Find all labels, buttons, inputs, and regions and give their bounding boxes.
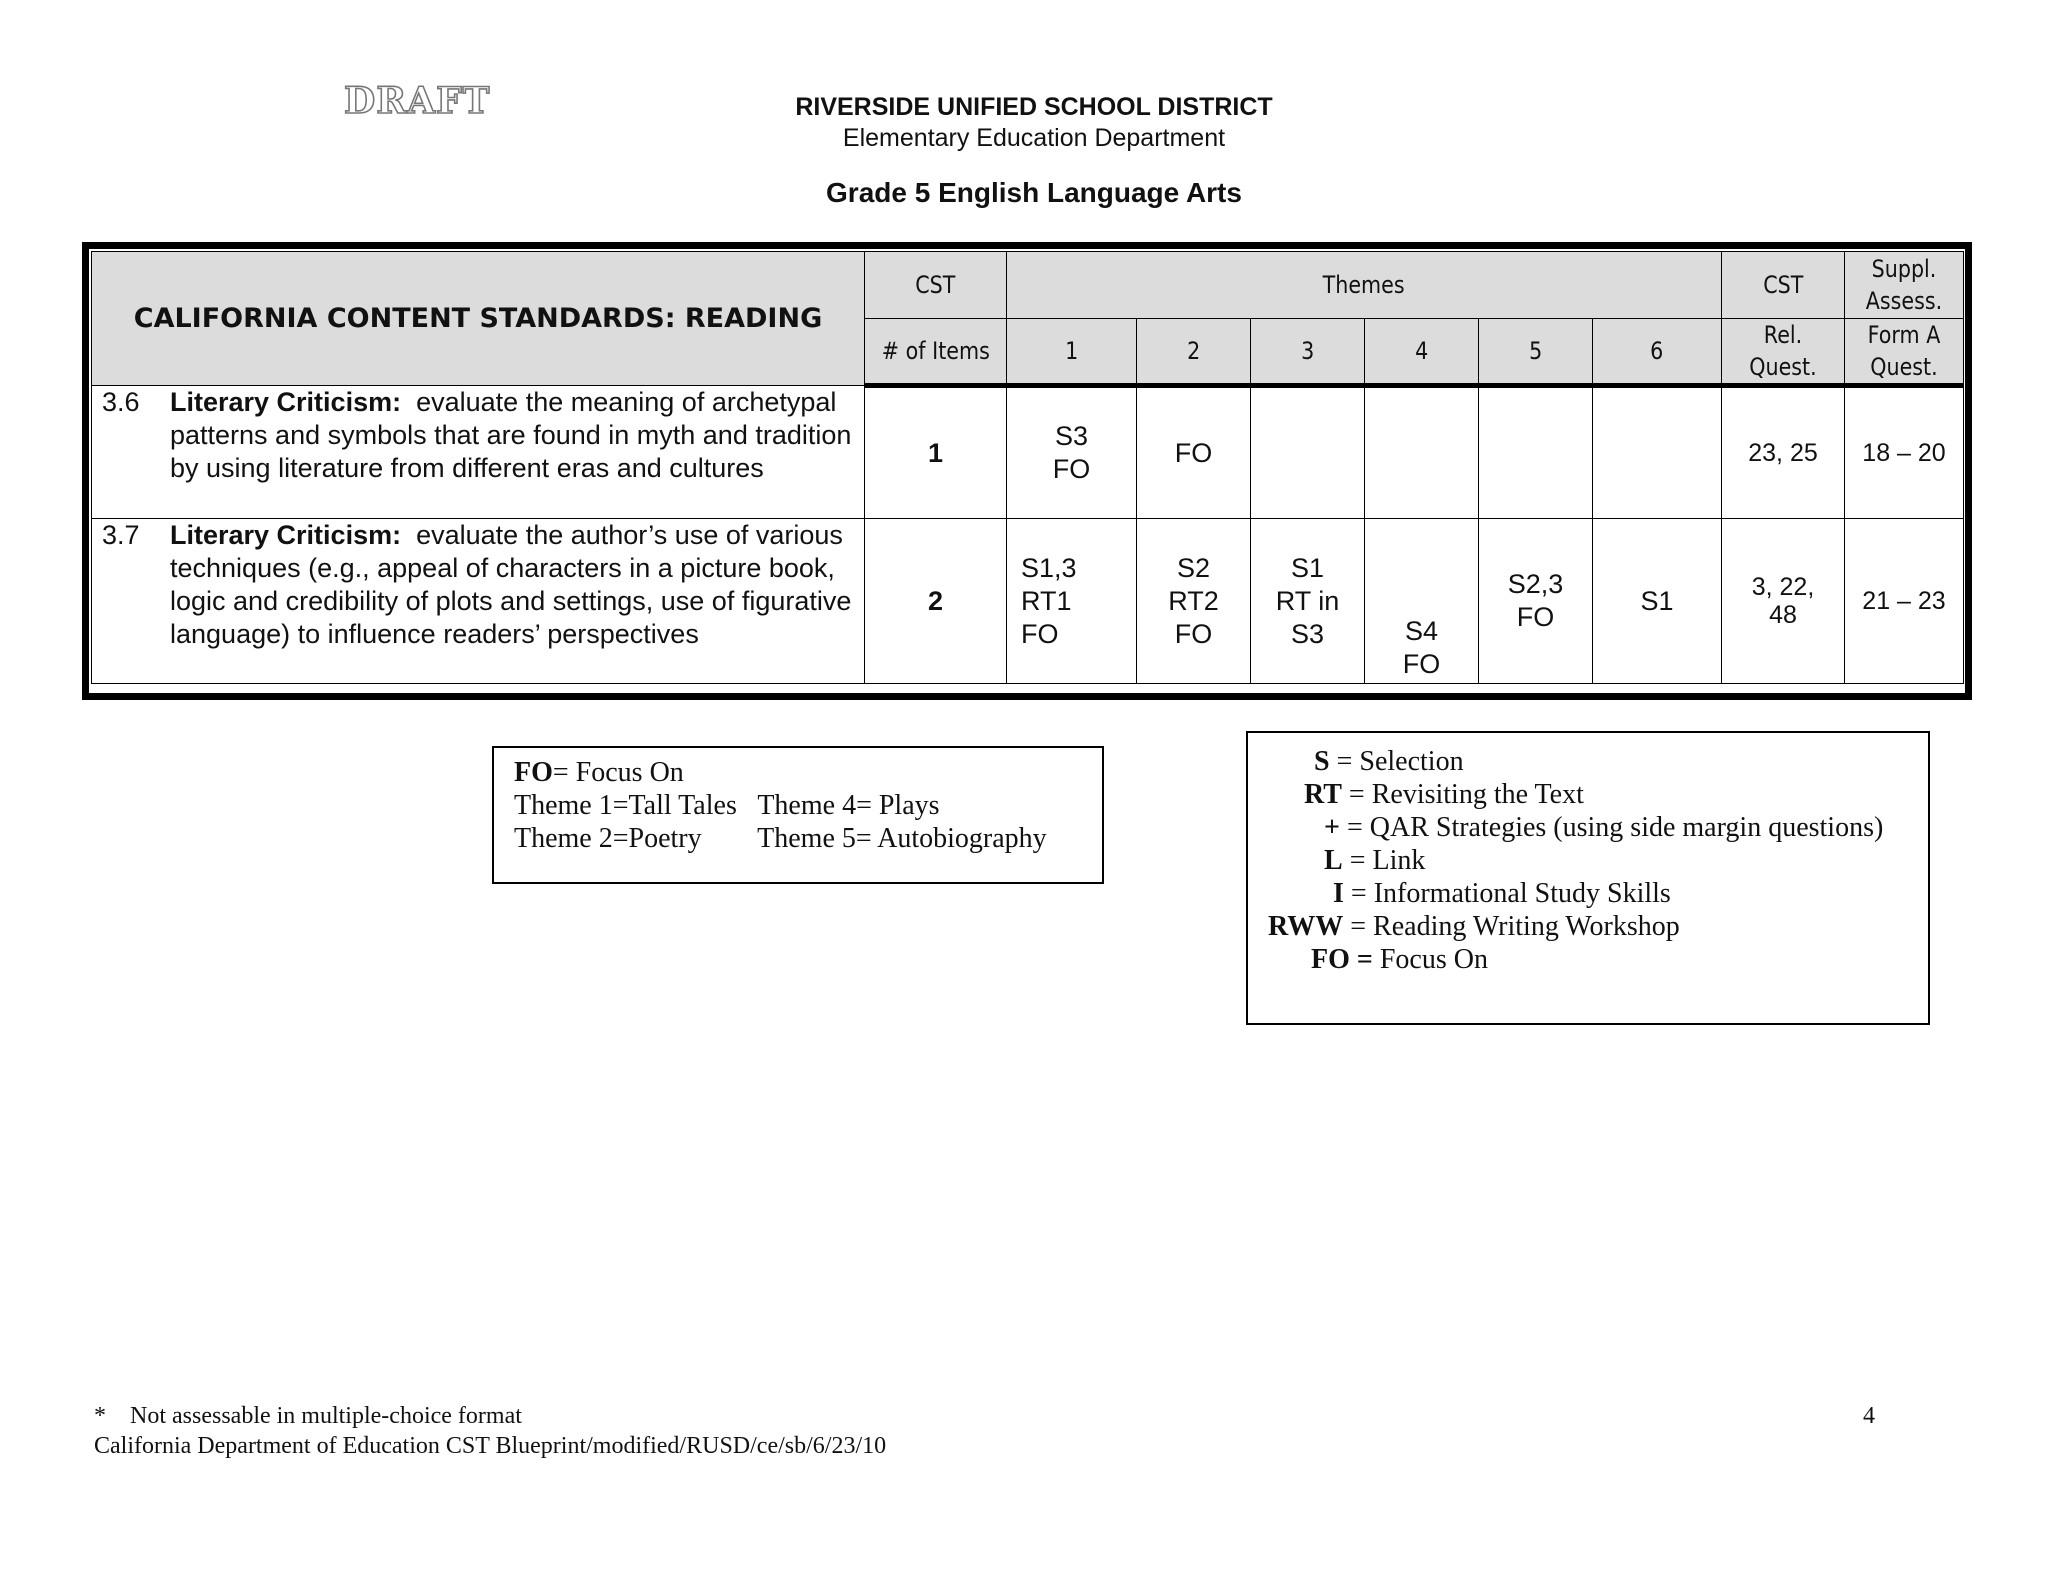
theme-2-cell: S2 RT2 FO <box>1137 519 1251 684</box>
department-name: Elementary Education Department <box>842 124 1226 152</box>
table-title: CALIFORNIA CONTENT STANDARDS: READING <box>92 252 865 386</box>
col-suppl-assess: Suppl. Assess. <box>1845 252 1964 319</box>
theme-legend <box>492 746 1104 884</box>
theme-1-cell: S3 FO <box>1007 386 1137 519</box>
standard-text: evaluate the author’s use of various techniques (e.g., appeal of characters in a picture book, logic and credibility of plots and settings, use of figurative language) to influence readers’ perspectives <box>170 520 852 649</box>
legend-line: Theme 2=Poetry Theme 5= Autobiography <box>514 823 1047 854</box>
theme-5-cell <box>1479 386 1593 519</box>
theme-4-cell <box>1365 386 1479 519</box>
legend-line: L = Link <box>1324 845 1426 876</box>
source-line: California Department of Education CST Blueprint/modified/RUSD/ce/sb/6/23/10 <box>94 1433 887 1459</box>
legend-line: I = Informational Study Skills <box>1333 878 1671 909</box>
legend-line: FO= Focus On <box>514 757 684 788</box>
legend-line: + = QAR Strategies (using side margin questions) <box>1324 812 1884 843</box>
col-theme-3: 3 <box>1251 319 1365 386</box>
standard-heading: Literary Criticism: <box>170 520 402 550</box>
standard-number: 3.7 <box>102 520 140 550</box>
col-cst-2: CST <box>1722 252 1845 319</box>
standard-number: 3.6 <box>102 387 140 417</box>
theme-5-cell: S2,3 FO <box>1479 519 1593 684</box>
theme-4-cell: S4 FO <box>1365 519 1479 684</box>
legend-line: RWW = Reading Writing Workshop <box>1268 911 1680 942</box>
district-name: RIVERSIDE UNIFIED SCHOOL DISTRICT <box>795 93 1273 121</box>
standard-text: evaluate the meaning of archetypal patterns and symbols that are found in myth and tradition by using literature from different eras and cultures <box>170 387 852 483</box>
theme-6-cell: S1 <box>1593 519 1722 684</box>
col-theme-5: 5 <box>1479 319 1593 386</box>
legend-line: RT = Revisiting the Text <box>1304 779 1584 810</box>
theme-1-cell: S1,3 RT1 FO <box>1007 519 1137 684</box>
col-theme-6: 6 <box>1593 319 1722 386</box>
legend-line: FO = Focus On <box>1311 944 1488 975</box>
items-count: 1 <box>865 386 1007 519</box>
page-number: 4 <box>1863 1403 1875 1429</box>
course-title: Grade 5 English Language Arts <box>826 177 1242 208</box>
draft-watermark: DRAFT <box>344 80 491 122</box>
legend-line: Theme 1=Tall Tales Theme 4= Plays <box>514 790 940 821</box>
col-items: # of Items <box>865 319 1007 386</box>
col-themes: Themes <box>1007 252 1722 319</box>
rel-quest-cell: 3, 22, 48 <box>1722 519 1845 684</box>
legend-line: S = Selection <box>1314 746 1464 777</box>
theme-3-cell <box>1251 386 1365 519</box>
standard-description <box>92 519 865 684</box>
col-cst: CST <box>865 252 1007 319</box>
theme-2-cell: FO <box>1137 386 1251 519</box>
items-count: 2 <box>865 519 1007 684</box>
abbreviation-legend <box>1246 731 1930 1025</box>
table-row <box>92 386 1964 519</box>
rel-quest-cell: 23, 25 <box>1722 386 1845 519</box>
standards-table <box>91 251 1964 684</box>
col-rel-quest: Rel. Quest. <box>1722 319 1845 386</box>
standard-heading: Literary Criticism: <box>170 387 402 417</box>
theme-3-cell: S1 RT in S3 <box>1251 519 1365 684</box>
col-theme-4: 4 <box>1365 319 1479 386</box>
col-theme-1: 1 <box>1007 319 1137 386</box>
theme-6-cell <box>1593 386 1722 519</box>
footnote: * Not assessable in multiple-choice format <box>94 1403 522 1429</box>
standard-description <box>92 386 865 519</box>
table-row <box>92 519 1964 684</box>
form-a-cell: 18 – 20 <box>1845 386 1964 519</box>
col-form-a-quest: Form A Quest. <box>1845 319 1964 386</box>
col-theme-2: 2 <box>1137 319 1251 386</box>
form-a-cell: 21 – 23 <box>1845 519 1964 684</box>
